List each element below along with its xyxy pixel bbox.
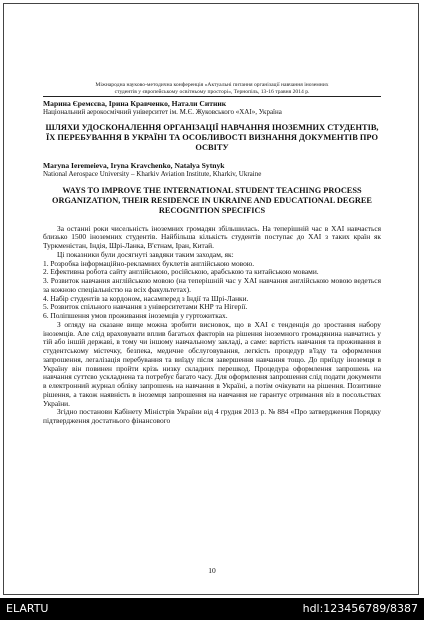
page-number: 10 <box>208 566 216 575</box>
document-sheet <box>43 82 381 426</box>
affiliation-english: National Aerospace University – Kharkiv Aviation Institute, Kharkiv, Ukraine <box>43 169 262 178</box>
affiliation-ukrainian: Національний аерокосмічний університет ім. М.Є. Жуковського «ХАІ», Україна <box>43 108 282 117</box>
repository-name: ELARTU <box>6 602 49 615</box>
paragraph-regulation: Згідно постанови Кабінету Міністрів України від 4 грудня 2013 р. № 884 «Про затвердження Порядку підтвердження достатнього фінансового <box>43 407 381 426</box>
list-item: 4. Набір студентів за кордоном, насамперед з Індії та Шрі-Ланки. <box>43 293 249 303</box>
repository-footer <box>0 598 424 620</box>
title-english: WAYS TO IMPROVE THE INTERNATIONAL STUDENT TEACHING PROCESS ORGANIZATION, THEIR RESIDENCE IN UKRAINE AND EDUCATIONAL DEGREE RECOGNITION SPECIFICS <box>52 186 372 216</box>
paragraph-intro: За останні роки чисельність іноземних громадян збільшилась. На теперішній час в ХАІ навчається близько 1500 іноземних студентів. Найбільша кількість студентів поступає до ХАІ з таких країн як Туркменістан, Індія, Шрі-Ланка, В'єтнам, Іран, Китай. <box>43 223 381 251</box>
list-item: 2. Ефективна робота сайту англійською, російською, арабською та китайською мовами. <box>43 267 319 277</box>
title-ukrainian: ШЛЯХИ УДОСКОНАЛЕННЯ ОРГАНІЗАЦІЇ НАВЧАННЯ ІНОЗЕМНИХ СТУДЕНТІВ, ЇХ ПЕРЕБУВАННЯ В УКРАЇНІ ТА ОСОБЛИВОСТІ ВИЗНАННЯ ДОКУМЕНТІВ ПРО ОСВІТУ <box>45 122 379 152</box>
conference-header <box>43 82 381 95</box>
conference-line-2: студентів у європейському освітньому просторі», Тернопіль, 13-16 травня 2014 р. <box>114 88 310 95</box>
authors-ukrainian: Марина Єремєєва, Ірина Кравченко, Натали Ситник <box>43 99 227 109</box>
list-item: 6. Поліпшення умов проживання іноземців у гуртожитках. <box>43 311 228 321</box>
handle-link[interactable]: hdl:123456789/8387 <box>302 602 418 615</box>
authors-english: Maryna Ieremeieva, Iryna Kravchenko, Natalya Sytnyk <box>43 160 225 170</box>
list-item: 1. Розробка інформаційно-рекламних буклетів англійською мовою. <box>43 258 255 268</box>
article-body <box>43 225 381 426</box>
paragraph-measures: Ці показники були досягнуті завдяки таким заходам, як: <box>57 249 234 259</box>
list-item: 3. Розвиток навчання англійською мовою (на теперішній час у ХАІ навчання англійською мовою ведеться за кожною спеціальністю на всіх факультетах). <box>43 276 381 294</box>
conference-line-1: Міжнародна науково-методична конференція «Актуальні питання організації навчання іноземних <box>95 82 329 88</box>
header-divider <box>43 96 381 97</box>
list-item: 5. Розвиток спільного навчання з університетами КНР та Нігерії. <box>43 302 248 312</box>
paragraph-conclusion: З огляду на сказане вище можна зробити висновок, що в ХАІ є тенденція до зростання набору іноземців. Але слід враховувати вплив багатьох факторів на рішення іноземного громадянина навчатись у тій або іншій державі, в тому чи іншому навчальному закладі, а саме: вартість навчання та проживання в студентському містечку, безпека, медичне обслуговування, легкість процедур в'їзду та оформлення запрошення, легалізація перебування та виїзду після завершення навчання тощо. До приїзду іноземця в Україну він повинен пройти крізь низку складних перешкод. Процедура оформлення запрошень на навчання суттєво ускладнена та потребує багато часу. Для оформлення запрошення слід подати документи в електронний журнал обліку запрошень на навчання в Україні, а потім очікувати на рішення. Позитивне рішення, а також наявність в іноземця запрошення на навчання не гарантує отримання віз в посольствах України. <box>43 319 381 408</box>
